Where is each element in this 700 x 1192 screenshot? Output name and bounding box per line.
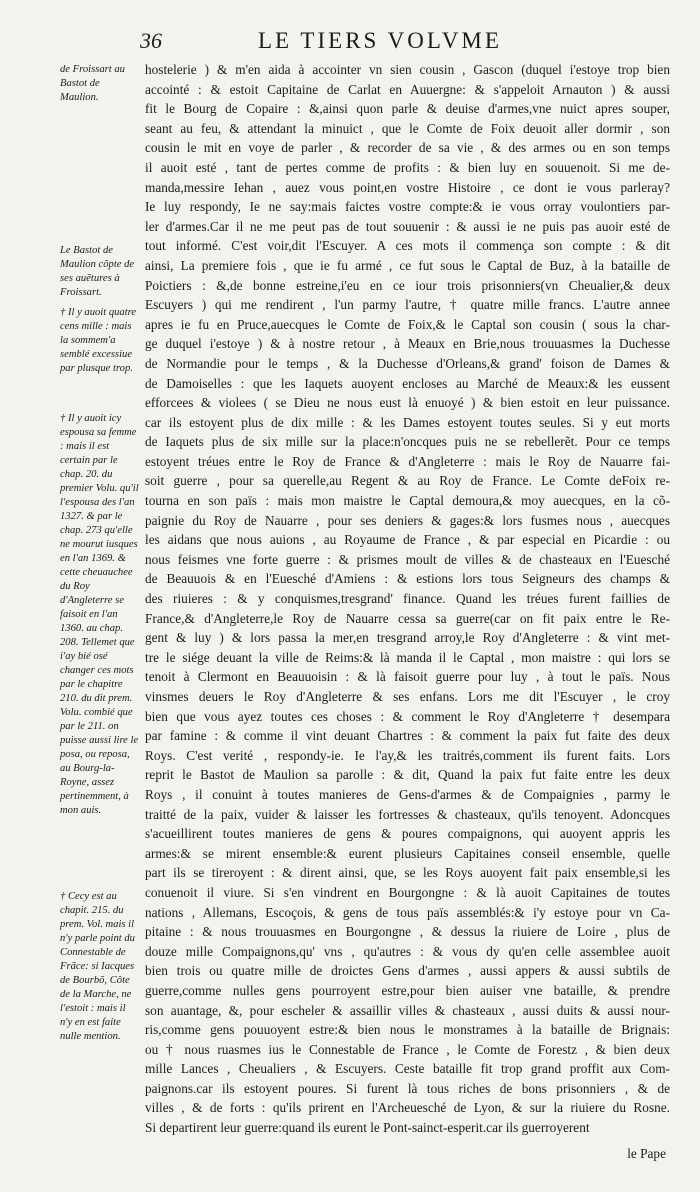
text-line: s'acueillirent toutes manieres de gens & poures compaignons, qui auoyent appris les [145,826,670,842]
text-line: conuenoit il viure. Si s'en vindrent en Bourgongne : & là auoit Capitaines de toutes [145,884,670,900]
text-line: douze mille Compaignons,qu' vns , qu'autres : & vous dy qu'en celle assemblee auoit [145,943,670,959]
text-line: tre le siége deuant la ville de Reims:& là manda il le Captal , mon maistre : qui lors se [145,649,670,665]
margin-note-text: † Il y auoit quatre cens mille : mais la sommem'a semblé excessiue par plusque trop. [60,307,137,374]
text-line: guerre,comme nulles gens pourroyent estre,pour bien auiser vne bataille, & prendre [145,982,670,998]
text-line: efforcees & violees ( se Dieu ne nous eust là enuoyé ) & bien estoit en leur puissance. [145,395,670,411]
margin-note [60,412,140,818]
text-line: Ie luy respondy, Ie ne say:mais faictes vostre compte:& ie vous orray voulontiers par- [145,199,670,215]
text-line: vinsmes deuers le Roy d'Angleterre & ses enfans. Lors me dit l'Escuyer , le croy [145,689,670,704]
text-line: ainsi, La premiere fois , que ie fu armé , ce fut sous le Captal de Buz, à la bataille de [145,257,670,273]
text-line: pitaine : & nous trouuasmes en Bourgongne , & dessus la riuiere de Loire , plus de [145,924,670,940]
text-line: ris,comme gens pouuoyent estre:& bien nous le monstrames à la bataille de Brignais: [145,1022,670,1038]
margin-note [60,890,140,1044]
text-line: bien que vous ayez toutes ces choses : & comment le Roy d'Angleterre † desempara [145,708,670,724]
text-line: ou † nous ruasmes ius le Connestable de France , le Comte de Forestz , & bien deux [145,1041,670,1057]
margin-note-text: de Froissart au Bastot de Maulion. [60,64,125,103]
text-line: reprit le Bastot de Maulion sa parolle : & dit, Quand la paix fut faite entre les deux [145,767,670,783]
text-line: Escuyers ) qui me rendirent , l'un parmy l'autre, † quatre mille francs. L'autre annee [145,297,670,313]
text-line: tourna en son païs : mais mon maistre le Captal demoura,& moy auecques, en la cõ- [145,493,670,509]
text-line: de Beauuois & en l'Euesché d'Amiens : & estions lors tous Seigneurs des champs & [145,571,670,587]
text-line: paignie du Roy de Nauarre , pour ses deniers & gages:& lors fusmes nous , auecques [145,512,670,528]
text-line: traitté de la paix, vuider & laisser les fortresses & chasteaux, qu'ils tenoyent. Adoncques [145,806,670,822]
text-line: hostelerie ) & m'en aida à accointer vn sien cousin , Gascon (duquel i'estoye trop bien [145,62,670,77]
text-line: Poictiers : &,de bonne estreine,i'eu en ce iour trois prisonniers(vn Cheualier,& deux [145,277,670,293]
text-line: accointé : & estoit Capitaine de Carlat en Auuergne: & s'appeloit Arnauton ) & aussi [145,81,670,97]
margin-note [60,244,140,300]
text-line: de Iaquets plus de six mille sur la place:n'oncques puis ne se rebellerẽt. Pour ce temps [145,434,670,450]
margin-note-text: † Cecy est au chapit. 215. du prem. Vol. mais il n'y parle point du Connestable de Frãce: si Iacques de Bourbõ, Côte de la Marche, ne l'estoit : mais il n'y en est faite nulle mention. [60,891,135,1042]
margin-note [60,306,140,376]
text-line: ge duquel i'estoye ) & à nostre retour , à Meaux en Brie,nous trouuasmes la Duchesse [145,336,670,352]
text-line: fit le Bourg de Copaire : &,ainsi quon parle & deuise d'armes,vne nuict apres souper, [145,101,670,117]
text-line: il auoit esté , tant de pertes comme de profits : & bien luy en souuenoit. Si me de- [145,159,670,175]
text-line: bien trois ou quatre mille de droictes Gens d'armes , aussi appers & aussi subtils de [145,963,670,979]
text-line: Si departirent leur guerre:quand ils eurent le Pont-sainct-esperit.car ils guerroyerent [145,1120,590,1136]
text-line: nations , Allemans, Escoçois, & gens de tous païs assemblés:& i'y estoye pour vn Ca- [145,904,670,920]
text-line: cousin le mit en voye de parler , & recorder de sa vie , & des armes ou en son temps [145,140,670,156]
text-line: manda,messire Iehan , auez vous point,en vostre Histoire , ce dont ie vous parleray? [145,179,670,195]
text-line: Roys. C'est verité , respondy-ie. Ie l'ay,& les traitrés,comment ils furent faits. Lors [145,747,670,763]
text-line: car ils estoyent plus de dix mille : & les Dames estoyent toutes seules. Si y eut morts [145,414,670,430]
margin-note [60,63,140,105]
text-line: paignons.car ils estoyent poures. Si furent là tous riches de bons prisonniers , & de [145,1080,670,1096]
body-text [145,60,670,1138]
text-line: de Normandie pour le temps , & la Duchesse d'Orleans,& grand' foison de Dames & [145,355,670,371]
text-line: soit guerre , pour sa querelle,au Regent & au Roy de France. Le Comte deFoix re- [145,473,670,489]
text-line: apres ie fu en Pruce,auecques le Comte de Foix,& le Captal son cousin ( sous la char- [145,316,670,332]
text-line: seant au feu, & attendant la minuict , que le Comte de Foix deuoit aller dormir , son [145,120,670,136]
text-line: les aidans que nous auions , au Royaume de France , & par especial en Picardie : ou [145,532,670,548]
text-line: Roys , il conuint à toutes manieres de Gens-d'armes & de Compaignies , parmy le [145,786,670,802]
text-line: villes , & de forts : qu'ils prirent en l'Archeuesché de Lyon, & sur la riuiere du Rosne. [145,1100,670,1116]
text-line: tenoit à Clermont en Beauuoisin : & là faisoit guerre pour luy , à tout le païs. Nous [145,669,670,685]
running-title: LE TIERS VOLVME [258,28,502,53]
text-line: armes:& se mirent ensemble:& eurent plusieurs Capitaines conseil ensemble, quelle [145,845,670,861]
folio-number: 36 [140,28,162,53]
text-line: des riuieres : & y conquismes,tresgrand' finance. Quand les tréues furent faillies de [145,591,670,607]
text-line: nous feismes vne forte guerre : & prismes moult de villes & de chasteaux en l'Euesché [145,551,670,567]
text-line: France,& d'Angleterre,le Roy de Nauarre cessa sa guerre(car on fit paix entre le Re- [145,610,670,626]
text-line: gent & luy ) & lors passa la mer,en tresgrand arroy,le Roy d'Angleterre : & vint met- [145,630,670,646]
text-line: estoyent tréues entre le Roy de France & d'Angleterre : mais le Roy de Nauarre fai- [145,453,670,469]
margin-note-text: † Il y auoit icy espousa sa femme : mais il est certain par le chap. 20. du premier Volu. qu'il l'espousa des l'an 1327. & par le chap. 273 qu'elle ne mourut iusques en l'an 1369. & cette cheuauchee du Roy d'Angleterre se faisoit en l'an 1360. au chap. 208. Tellemet que i'ay bié osé changer ces mots par le chapitre 210. du dit prem. Volu. combié que par le 211. on puisse aussi lire le posa, ou reposa, au Bourg-la-Royne, assez pertinemment, à mon auis. [60,413,139,816]
text-line: son auantage, &, pour escheler & assaillir villes & chasteaux , aussi duits & aussi nour- [145,1002,670,1018]
margin-note-text: Le Bastot de Maulion cõpte de ses auẽtures à Froissart. [60,245,135,298]
text-line: ler d'armes.Car il ne me peut pas de tout souuenir : & aussi ie ne puis pas auoir esté de [145,218,670,234]
text-line: mille Lances , Cheualiers , & Escuyers. Ceste bataille fit trop grand proffit aux Com- [145,1061,670,1077]
text-line: part ils se tireroyent : & dirent ainsi, que, se les Roys auoyent fait paix ensemble,si les [145,865,670,881]
text-line: tout informé. C'est voir,dit l'Escuyer. A ces mots il commença son compte : & dit [145,238,670,254]
catchword: le Pape [627,1146,666,1161]
text-line: de Damoiselles : que les Iaquets auoyent encloses au Marché de Meaux:& les eussent [145,375,670,391]
page-header [140,28,680,58]
text-line: par famine : & comme il vint deuant Chartres : & comment la paix fut faite des deux [145,728,670,744]
